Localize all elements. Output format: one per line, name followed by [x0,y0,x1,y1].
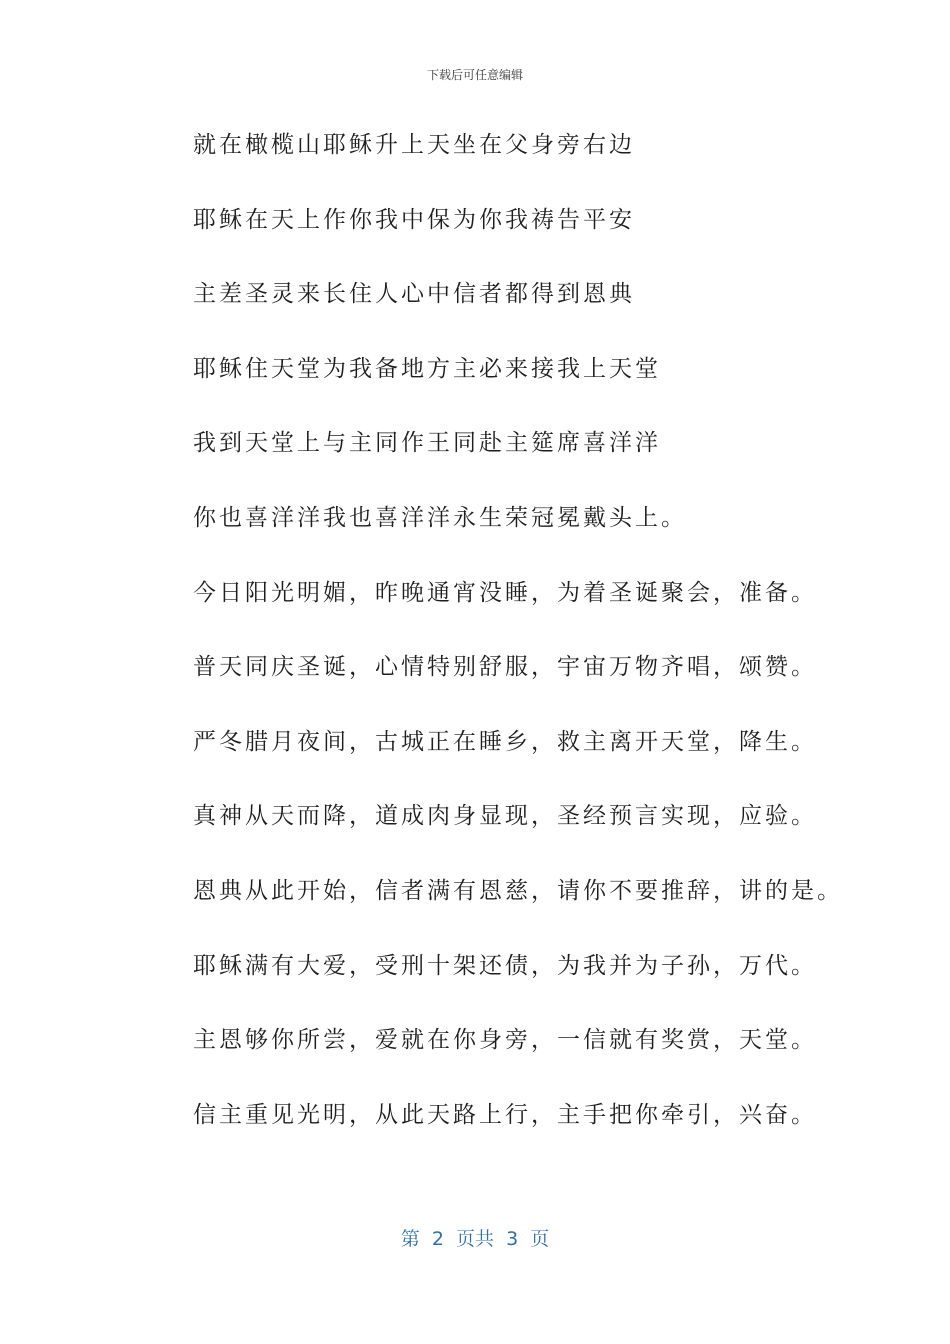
text-line: 普天同庆圣诞，心情特别舒服，宇宙万物齐唱，颂赞。 [193,654,817,681]
text-line: 就在橄榄山耶稣升上天坐在父身旁右边 [193,132,635,158]
text-line: 真神从天而降，道成肉身显现，圣经预言实现，应验。 [193,803,817,830]
text-line: 今日阳光明媚，昨晚通宵没睡，为着圣诞聚会，准备。 [193,579,817,606]
header-note: 下载后可任意编辑 [426,68,523,82]
text-line: 耶稣在天上作你我中保为你我祷告平安 [193,206,635,233]
text-line: 恩典从此开始，信者满有恩慈，请你不要推辞，讲的是。 [193,877,843,904]
text-line: 严冬腊月夜间，古城正在睡乡，救主离开天堂，降生。 [193,728,817,755]
page-number-footer: 第 2 页共 3 页 [400,1228,550,1250]
text-line: 我到天堂上与主同作王同赴主筵席喜洋洋 [193,430,661,457]
text-line: 耶稣住天堂为我备地方主必来接我上天堂 [193,355,661,382]
document-body [193,129,913,1173]
text-line: 耶稣满有大爱，受刑十架还债，为我并为子孙，万代。 [193,952,817,979]
text-line: 你也喜洋洋我也喜洋洋永生荣冠冕戴头上。 [193,504,687,531]
text-line: 主恩够你所尝，爱就在你身旁，一信就有奖赏，天堂。 [193,1027,817,1054]
text-line: 主差圣灵来长住人心中信者都得到恩典 [193,281,635,308]
text-line: 信主重见光明，从此天路上行，主手把你牵引，兴奋。 [193,1101,817,1128]
